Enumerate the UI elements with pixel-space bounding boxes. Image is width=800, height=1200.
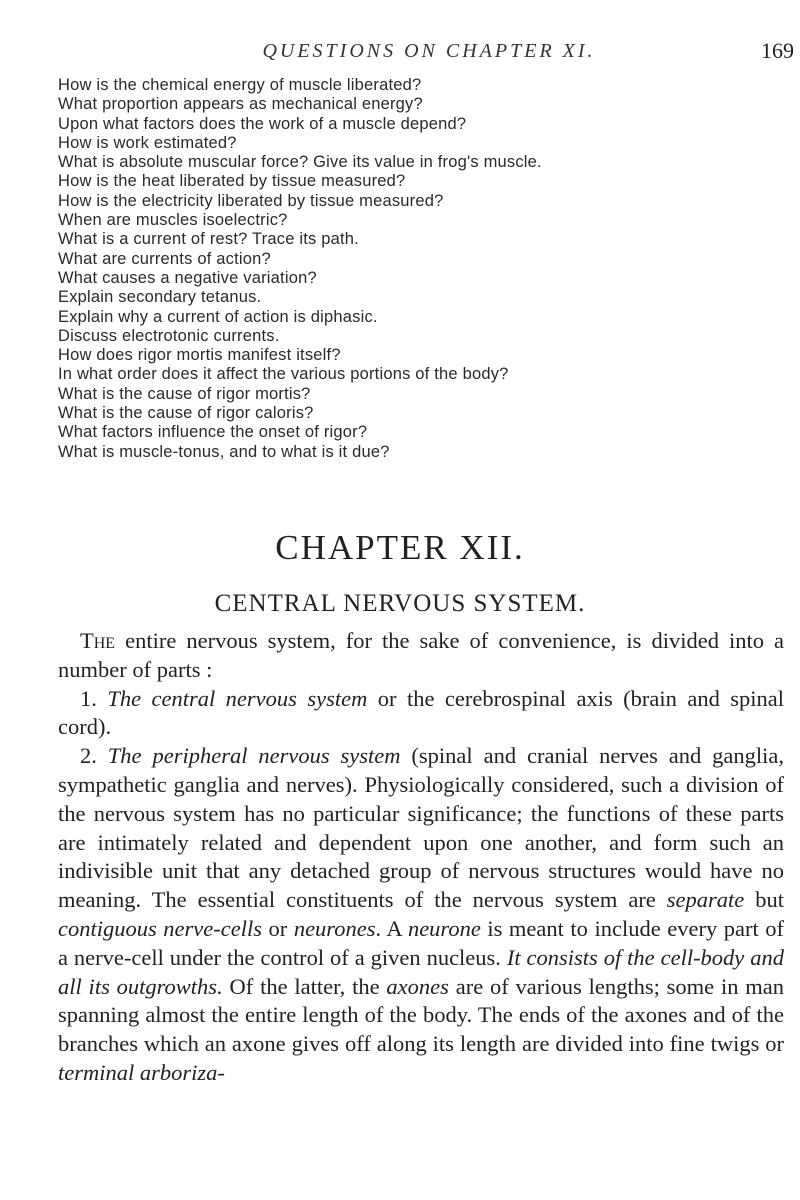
- text-run: is meant to include every part of a nerve-cell under the control of a given nucleus.: [58, 915, 784, 970]
- question-item: What factors influence the onset of rigor?: [58, 423, 368, 442]
- term-peripheral-nervous-system: The peripheral nervous system: [107, 743, 401, 769]
- neurone-definition: It consists of the cell-body and all its outgrowths.: [58, 944, 784, 999]
- running-head: [58, 36, 800, 76]
- text-run: or the cerebrospinal axis (brain and spinal cord).: [58, 685, 785, 740]
- intro-paragraph: [58, 627, 784, 685]
- text-run: Of the latter, the: [222, 973, 387, 999]
- running-title: QUESTIONS ON CHAPTER XI.: [262, 40, 596, 62]
- question-item: Explain why a current of action is diphasic.: [58, 307, 378, 326]
- question-item: What proportion appears as mechanical energy?: [58, 95, 423, 114]
- term-axones: axones: [386, 973, 449, 999]
- term-separate: separate: [666, 887, 745, 913]
- question-item: What is the cause of rigor mortis?: [58, 384, 311, 403]
- question-item: What is absolute muscular force? Give its value in frog's muscle.: [58, 153, 542, 172]
- question-item: Discuss electrotonic currents.: [58, 326, 280, 345]
- text-run: or: [261, 915, 294, 941]
- question-item: How is the heat liberated by tissue measured?: [58, 172, 406, 191]
- review-questions-list: [58, 76, 798, 462]
- question-item: When are muscles isoelectric?: [58, 211, 288, 230]
- question-item: In what order does it affect the various portions of the body?: [58, 365, 509, 384]
- division-item-1: [58, 685, 784, 743]
- question-item: What is a current of rest? Trace its path.: [58, 230, 359, 249]
- text-run: . A: [375, 915, 408, 941]
- chapter-title: CENTRAL NERVOUS SYSTEM.: [214, 590, 586, 617]
- question-item: What is muscle-tonus, and to what is it due?: [58, 442, 390, 461]
- question-item: How is the chemical energy of muscle liberated?: [58, 76, 422, 94]
- page-number: 169: [761, 38, 794, 63]
- term-neurones: neurones: [293, 915, 376, 941]
- question-item: What is the cause of rigor caloris?: [58, 404, 314, 423]
- term-terminal-arborizations: terminal arboriza-: [58, 1059, 225, 1085]
- term-contiguous-nerve-cells: contiguous nerve-cells: [58, 915, 262, 941]
- division-item-2: [58, 742, 784, 1088]
- item-number: 2.: [80, 743, 97, 769]
- text-run: but: [744, 887, 784, 913]
- question-item: Upon what factors does the work of a muscle depend?: [58, 114, 467, 133]
- question-item: How does rigor mortis manifest itself?: [58, 346, 341, 365]
- body-text: [58, 627, 784, 1088]
- term-neurone: neurone: [407, 915, 481, 941]
- question-item: What causes a negative variation?: [58, 268, 317, 287]
- text-run: entire nervous system, for the sake of convenience, is divided into a number of parts :: [58, 628, 784, 682]
- text-run: are of various lengths; some in man spanning almost the entire length of the body. The ends of the axones and of the branches which an axone gives off along its length are divided into fine twigs or: [58, 973, 784, 1057]
- question-item: Explain secondary tetanus.: [58, 288, 262, 307]
- term-central-nervous-system: The central nervous system: [107, 685, 368, 711]
- lead-word: The: [80, 628, 116, 653]
- chapter-heading: CHAPTER XII.: [275, 528, 525, 567]
- question-item: What are currents of action?: [58, 249, 271, 268]
- question-item: How is work estimated?: [58, 133, 237, 152]
- question-item: How is the electricity liberated by tissue measured?: [58, 191, 444, 210]
- text-run: (spinal and cranial nerves and ganglia, sympathetic ganglia and nerves). Physiologically considered, such a division of the nervous system has no particular significance; the functions of these parts are intimately related and dependent upon one another, and form such an indivisible unit that any detached group of nervous structures would have no meaning. The essential constituents of the nervous system are: [58, 743, 784, 913]
- item-number: 1.: [80, 685, 97, 711]
